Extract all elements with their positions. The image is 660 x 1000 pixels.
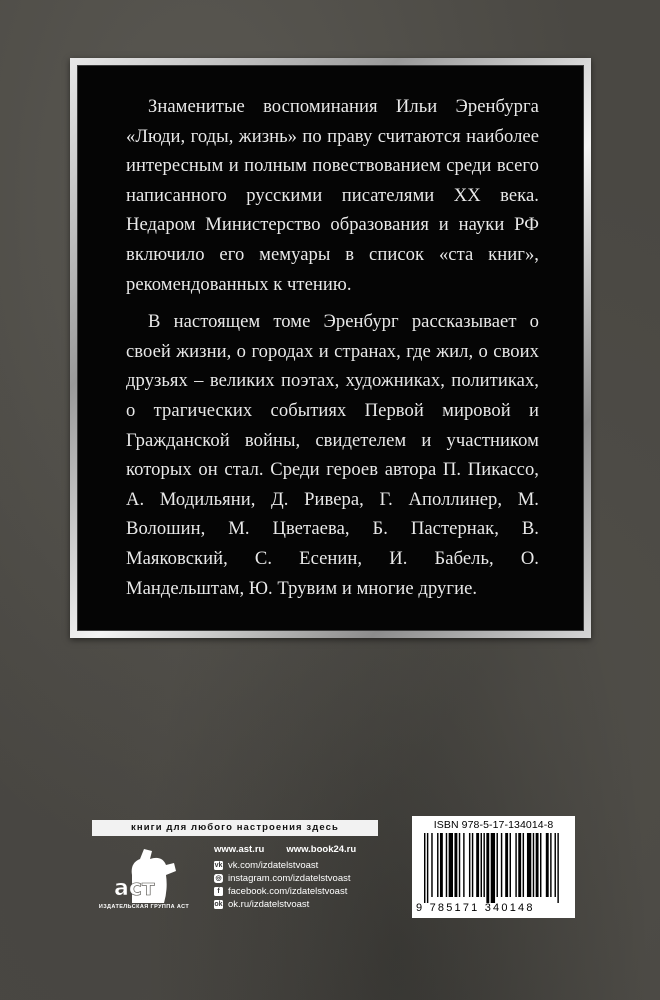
barcode-bar (546, 833, 549, 897)
barcode-box (412, 816, 575, 918)
social-row-ok[interactable] (214, 898, 356, 911)
barcode-bar (518, 833, 521, 897)
barcode-bar (533, 833, 534, 897)
facebook-icon: f (214, 887, 223, 896)
barcode-bars (424, 833, 564, 903)
social-link-vk[interactable]: vk.com/izdatelstvoast (228, 860, 319, 871)
barcode-bar (437, 833, 438, 897)
barcode-digits: 9 785171 340148 (416, 902, 535, 914)
text-panel (77, 65, 584, 631)
website-row (214, 844, 356, 855)
isbn-number: ISBN 978-5-17-134014-8 (433, 819, 554, 831)
instagram-icon: ◎ (215, 875, 222, 882)
barcode-bar (515, 833, 516, 897)
barcode-bar (440, 833, 443, 897)
barcode-bar (510, 833, 511, 897)
barcode-bar (527, 833, 531, 897)
social-row-facebook[interactable] (214, 885, 356, 898)
barcode-bar (491, 833, 495, 903)
barcode-bar (497, 833, 498, 897)
text-panel-frame (70, 58, 591, 638)
barcode-bar (431, 833, 432, 897)
social-row-vk[interactable] (214, 859, 356, 872)
vk-icon: vk (214, 862, 223, 869)
barcode-bar (505, 833, 508, 897)
logo-text: аст (114, 876, 155, 901)
social-link-ok[interactable]: ok.ru/izdatelstvoast (228, 899, 310, 910)
barcode-bar (446, 833, 447, 897)
barcode-bar (469, 833, 470, 897)
barcode-bar (540, 833, 541, 897)
barcode-bar (427, 833, 428, 903)
publisher-caption: ИЗДАТЕЛЬСКАЯ ГРУППА АСТ (98, 904, 190, 910)
annotation-paragraph-2: В настоящем томе Эренбург рассказывает о своей жизни, о городах и странах, где жил, о своих друзьях – великих поэтах, художниках, политиках, о трагических событиях Первой мировой и Гражданской войны, свидетелем и участником которых он стал. Среди героев автора П. Пикассо, А. Модильяни, Д. Ривера, Г. Аполлинер, М. Волошин, М. Цветаева, Б. Пастернак, В. Маяковский, С. Есенин, И. Бабель, О. Мандельштам, Ю. Трувим и многие другие. (126, 311, 539, 599)
social-row-instagram[interactable] (214, 872, 356, 885)
social-link-facebook[interactable]: facebook.com/izdatelstvoast (228, 886, 348, 897)
barcode-bar (501, 833, 502, 897)
barcode-bar (523, 833, 524, 897)
barcode-bar (472, 833, 473, 897)
barcode-bar (459, 833, 460, 897)
website-ast-link[interactable]: www.ast.ru (214, 844, 265, 855)
odnoklassniki-icon: ok (214, 901, 223, 908)
social-link-instagram[interactable]: instagram.com/izdatelstvoast (228, 873, 351, 884)
barcode-bar (454, 833, 457, 897)
annotation-paragraph-1: Знаменитые воспоминания Ильи Эренбурга «Люди, годы, жизнь» по праву считаются наиболее интересным и полным повествованием среди всего написанного русскими писателями XX века. Недаром Министерство образования и науки РФ включило его мемуары в список «ста книг», рекомендованных к чтению. (126, 96, 539, 295)
publisher-links (214, 844, 356, 911)
barcode-bar (555, 833, 556, 897)
tagline-strip: книги для любого настроения здесь (92, 820, 378, 836)
barcode-bar (424, 833, 425, 903)
barcode-bar (481, 833, 482, 897)
barcode-bar (449, 833, 453, 897)
barcode-bar (486, 833, 489, 903)
barcode-bar (550, 833, 551, 897)
barcode-bar (476, 833, 479, 897)
barcode-bar (536, 833, 539, 897)
barcode-bar (557, 833, 558, 903)
barcode-bar (463, 833, 464, 897)
barcode-bar (483, 833, 484, 897)
website-book24-link[interactable]: www.book24.ru (286, 844, 357, 855)
